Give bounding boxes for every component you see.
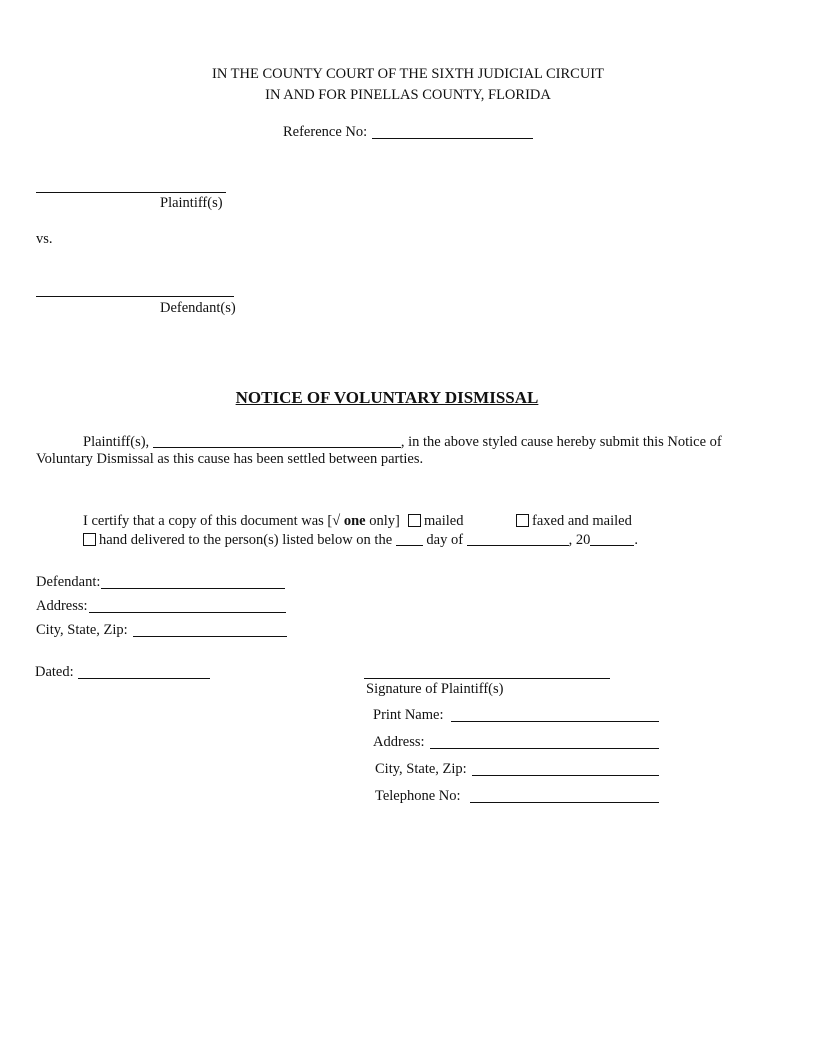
telephone-label: Telephone No: — [375, 788, 461, 804]
plaintiff-names-field[interactable] — [153, 435, 401, 448]
certify-suffix: only] — [369, 513, 400, 529]
certify-period: . — [634, 532, 639, 548]
hand-delivered-checkbox[interactable] — [83, 533, 96, 546]
faxed-mailed-option[interactable] — [516, 513, 632, 530]
faxed-mailed-checkbox[interactable] — [516, 514, 529, 527]
dated-label: Dated: — [35, 664, 74, 680]
faxed-mailed-label: faxed and mailed — [532, 513, 632, 529]
day-of-label: day of — [426, 532, 464, 548]
court-name-line2: IN AND FOR PINELLAS COUNTY, FLORIDA — [265, 87, 551, 103]
mailed-label: mailed — [424, 513, 464, 529]
defendant-address-field[interactable] — [89, 612, 286, 613]
plaintiff-city-label: City, State, Zip: — [375, 761, 467, 777]
defendant-block-name-field[interactable] — [101, 588, 285, 589]
defendant-name-field[interactable] — [36, 296, 234, 297]
plaintiff-city-field[interactable] — [472, 775, 659, 776]
plaintiff-address-field[interactable] — [430, 748, 659, 749]
mailed-checkbox[interactable] — [408, 514, 421, 527]
service-month-field[interactable] — [467, 533, 569, 546]
print-name-label: Print Name: — [373, 707, 444, 723]
defendant-label: Defendant(s) — [160, 300, 236, 316]
year-prefix: , 20 — [568, 532, 591, 548]
dated-field[interactable] — [78, 678, 210, 679]
signature-line[interactable] — [364, 678, 610, 679]
telephone-field[interactable] — [470, 802, 659, 803]
hand-delivered-label: hand delivered to the person(s) listed below on the — [99, 532, 393, 548]
statement-line-2: Voluntary Dismissal as this cause has been settled between parties. — [36, 451, 424, 467]
document-title: NOTICE OF VOLUNTARY DISMISSAL — [235, 388, 539, 407]
defendant-city-label: City, State, Zip: — [36, 622, 128, 638]
statement-line-1 — [83, 434, 722, 451]
service-year-field[interactable] — [590, 533, 634, 546]
defendant-block-name-label: Defendant: — [36, 574, 101, 590]
certify-one-word: one — [343, 513, 366, 529]
plaintiff-name-field[interactable] — [36, 192, 226, 193]
print-name-field[interactable] — [451, 721, 659, 722]
reference-number-label: Reference No: — [283, 124, 368, 140]
defendant-address-label: Address: — [36, 598, 88, 614]
certify-line-2 — [83, 532, 638, 549]
reference-number-field[interactable] — [372, 138, 533, 139]
versus-label: vs. — [36, 231, 53, 247]
plaintiff-prefix: Plaintiff(s), — [83, 434, 150, 450]
certify-prefix: I certify that a copy of this document was [√ — [83, 513, 341, 529]
mailed-option[interactable] — [408, 513, 463, 530]
plaintiff-address-label: Address: — [373, 734, 425, 750]
service-day-field[interactable] — [396, 533, 423, 546]
defendant-city-field[interactable] — [133, 636, 287, 637]
statement-suffix: , in the above styled cause hereby submit this Notice of — [400, 434, 722, 450]
plaintiff-label: Plaintiff(s) — [160, 195, 223, 211]
court-name-line1: IN THE COUNTY COURT OF THE SIXTH JUDICIAL CIRCUIT — [212, 66, 604, 82]
signature-label: Signature of Plaintiff(s) — [366, 681, 504, 697]
certify-line-1 — [83, 513, 400, 530]
